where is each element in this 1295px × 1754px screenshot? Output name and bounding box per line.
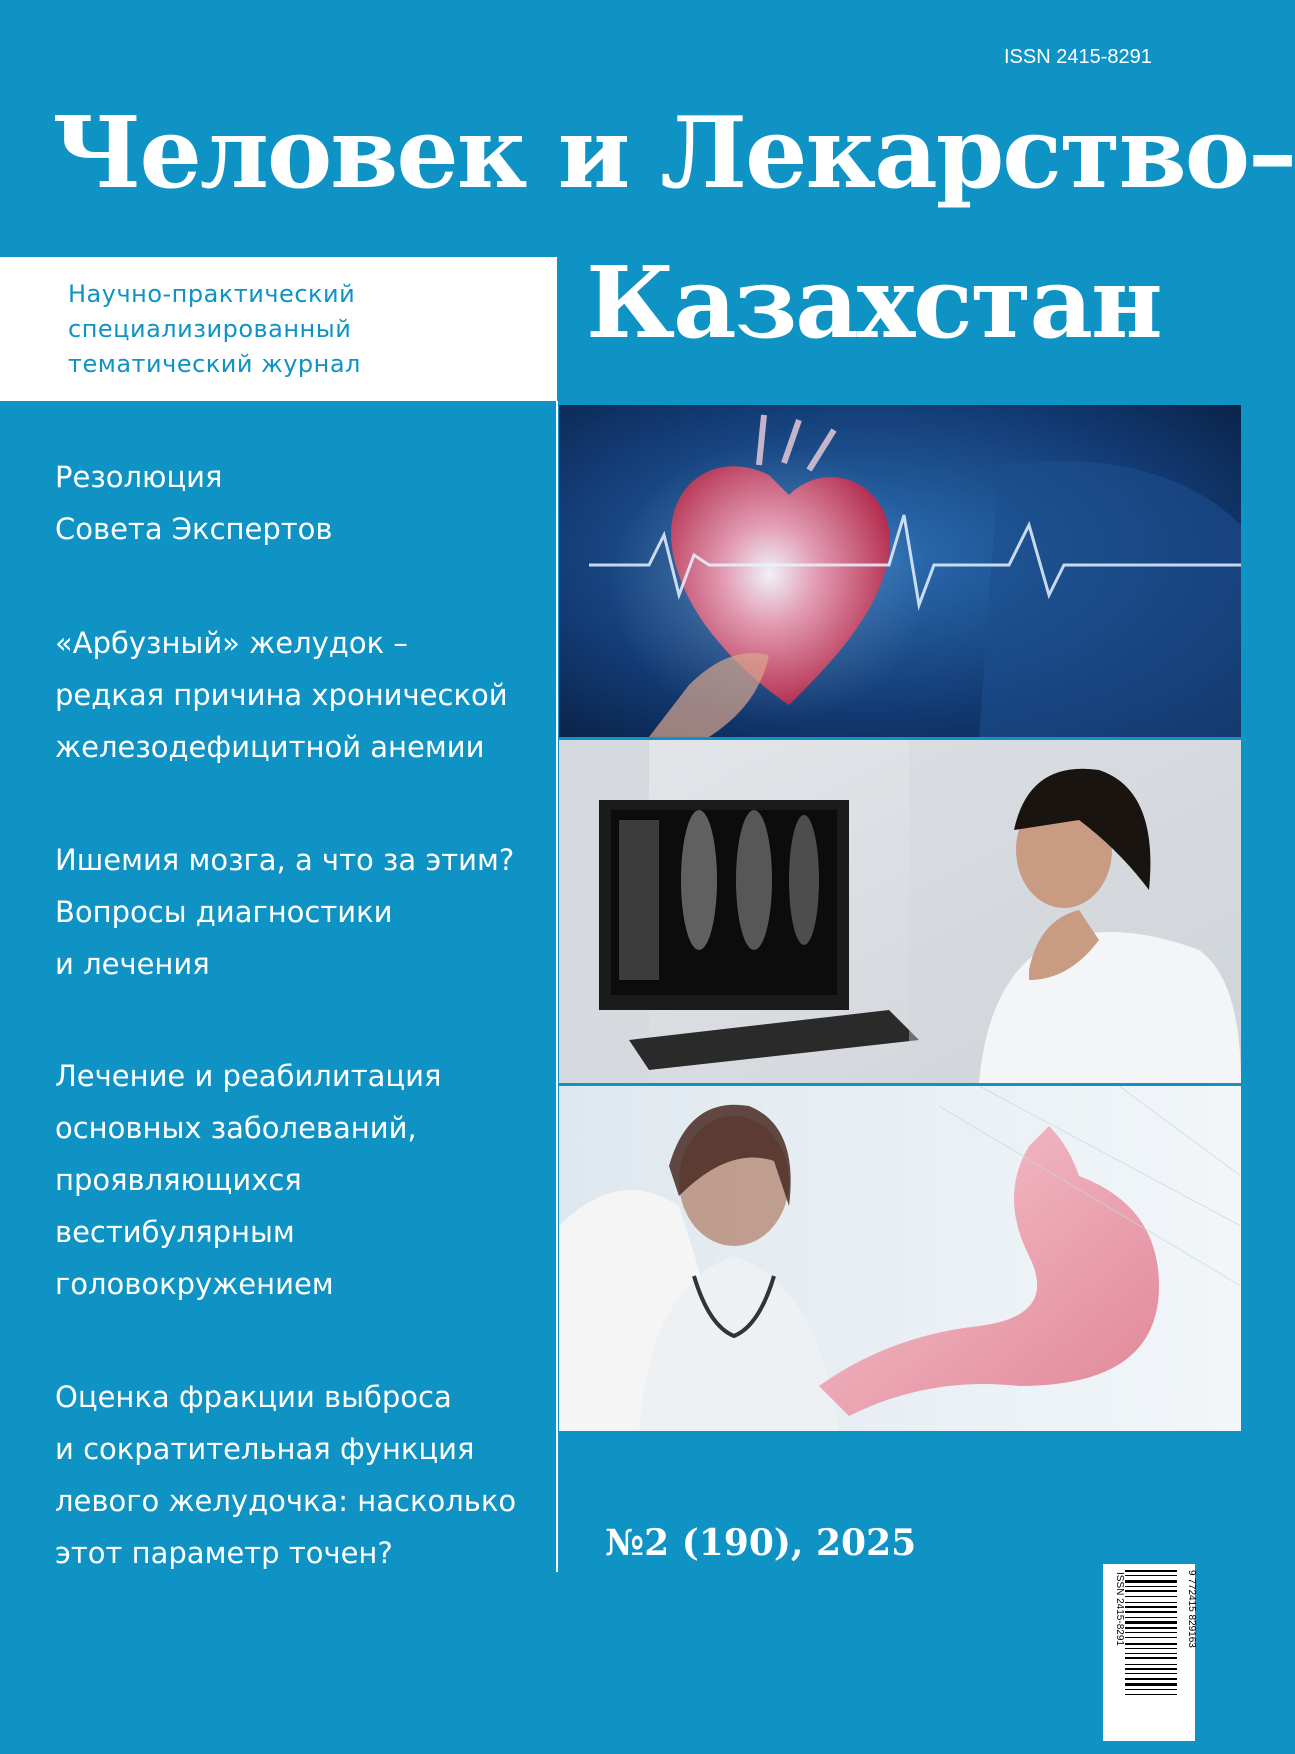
article-2-line: железодефицитной анемии: [55, 730, 485, 764]
article-2-line: «Арбузный» желудок –: [55, 626, 408, 660]
article-4-line: головокружением: [55, 1267, 334, 1301]
article-1-line: Резолюция: [55, 460, 223, 494]
barcode-digits: 9 772415 829163: [1186, 1570, 1197, 1648]
barcode-bar: [1125, 1590, 1177, 1592]
barcode-bar: [1125, 1643, 1177, 1645]
issue-number: №2 (190), 2025: [605, 1522, 917, 1564]
article-4-line: проявляющихся: [55, 1163, 302, 1197]
subtitle-line: специализированный: [68, 315, 352, 343]
article-4-line: вестибулярным: [55, 1215, 295, 1249]
doctor-stomach-photo: [559, 1086, 1241, 1431]
barcode-bar: [1125, 1664, 1177, 1665]
article-5-line: этот параметр точен?: [55, 1536, 393, 1570]
issn-label: ISSN 2415-8291: [1004, 46, 1152, 68]
barcode-bar: [1125, 1694, 1177, 1695]
barcode-bar: [1125, 1611, 1177, 1613]
article-1-line: Совета Экспертов: [55, 512, 333, 546]
barcode-bar: [1125, 1596, 1177, 1597]
article-3-line: и лечения: [55, 947, 210, 981]
barcode-bar: [1125, 1580, 1177, 1583]
barcode-bar: [1125, 1653, 1177, 1654]
barcode-bar: [1125, 1648, 1177, 1649]
article-3-line: Ишемия мозга, а что за этим?: [55, 843, 515, 877]
article-4-line: основных заболеваний,: [55, 1111, 417, 1145]
article-5-line: левого желудочка: насколько: [55, 1484, 517, 1518]
doctor-mri-photo: [559, 740, 1241, 1083]
article-5-line: и сократительная функция: [55, 1432, 475, 1466]
barcode-bar: [1125, 1627, 1177, 1629]
barcode-bars: [1125, 1570, 1177, 1695]
heart-hologram-photo: [559, 405, 1241, 737]
barcode-bar: [1125, 1575, 1177, 1576]
barcode-issn: ISSN 2415-8291: [1114, 1572, 1125, 1646]
article-3-line: Вопросы диагностики: [55, 895, 393, 929]
barcode-bar: [1125, 1673, 1177, 1674]
barcode-bar: [1125, 1637, 1177, 1638]
barcode-bar: [1125, 1586, 1177, 1587]
barcode-bar: [1125, 1689, 1177, 1690]
journal-title-line-2: Казахстан: [586, 246, 1161, 361]
subtitle-line: Научно-практический: [68, 280, 356, 308]
barcode-bar: [1125, 1678, 1177, 1680]
journal-title-line-1: Человек и Лекарство–: [52, 96, 1295, 211]
barcode-bar: [1125, 1657, 1177, 1659]
barcode-bar: [1125, 1617, 1177, 1618]
column-divider: [556, 401, 558, 1572]
barcode-bar: [1125, 1606, 1177, 1608]
barcode-bar: [1125, 1668, 1177, 1670]
article-5-line: Оценка фракции выброса: [55, 1380, 452, 1414]
barcode-bar: [1125, 1632, 1177, 1633]
barcode-bar: [1125, 1621, 1177, 1624]
barcode-bar: [1125, 1683, 1177, 1686]
subtitle-line: тематический журнал: [68, 350, 361, 378]
barcode-bar: [1125, 1602, 1177, 1603]
barcode-bar: [1125, 1570, 1177, 1572]
article-4-line: Лечение и реабилитация: [55, 1059, 442, 1093]
barcode: [1103, 1564, 1195, 1741]
article-2-line: редкая причина хронической: [55, 678, 508, 712]
